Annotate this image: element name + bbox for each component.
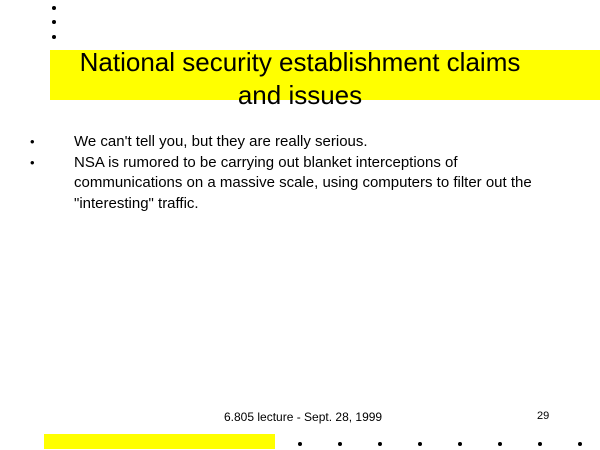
- decorative-dot: [498, 442, 502, 446]
- bullet-item: [0, 153, 544, 215]
- decorative-dot: [338, 442, 342, 446]
- bullet-marker: •: [30, 134, 35, 149]
- decorative-dot: [52, 35, 56, 39]
- decorative-dot: [538, 442, 542, 446]
- bullet-text: NSA is rumored to be carrying out blanket interceptions of communications on a massive scale, using computers to filter out the "interesting" traffic.: [74, 153, 532, 212]
- slide-footer: 6.805 lecture - Sept. 28, 1999: [224, 410, 383, 424]
- decorative-dot: [52, 6, 56, 10]
- slide-title: [50, 46, 550, 112]
- bullet-marker: •: [30, 154, 35, 170]
- decorative-dot: [458, 442, 462, 446]
- bullet-list: [0, 132, 600, 214]
- footer-highlight-bar: [44, 434, 275, 449]
- bullet-item: [0, 132, 544, 153]
- decorative-dot: [418, 442, 422, 446]
- decorative-dot: [52, 20, 56, 24]
- slide-title-line1: National security establishment claims: [79, 47, 521, 77]
- page-number: 29: [537, 410, 550, 422]
- bullet-text: We can't tell you, but they are really serious.: [74, 133, 368, 150]
- decorative-dot: [298, 442, 302, 446]
- slide-title-line2: and issues: [237, 80, 363, 110]
- decorative-dot: [578, 442, 582, 446]
- decorative-dot: [378, 442, 382, 446]
